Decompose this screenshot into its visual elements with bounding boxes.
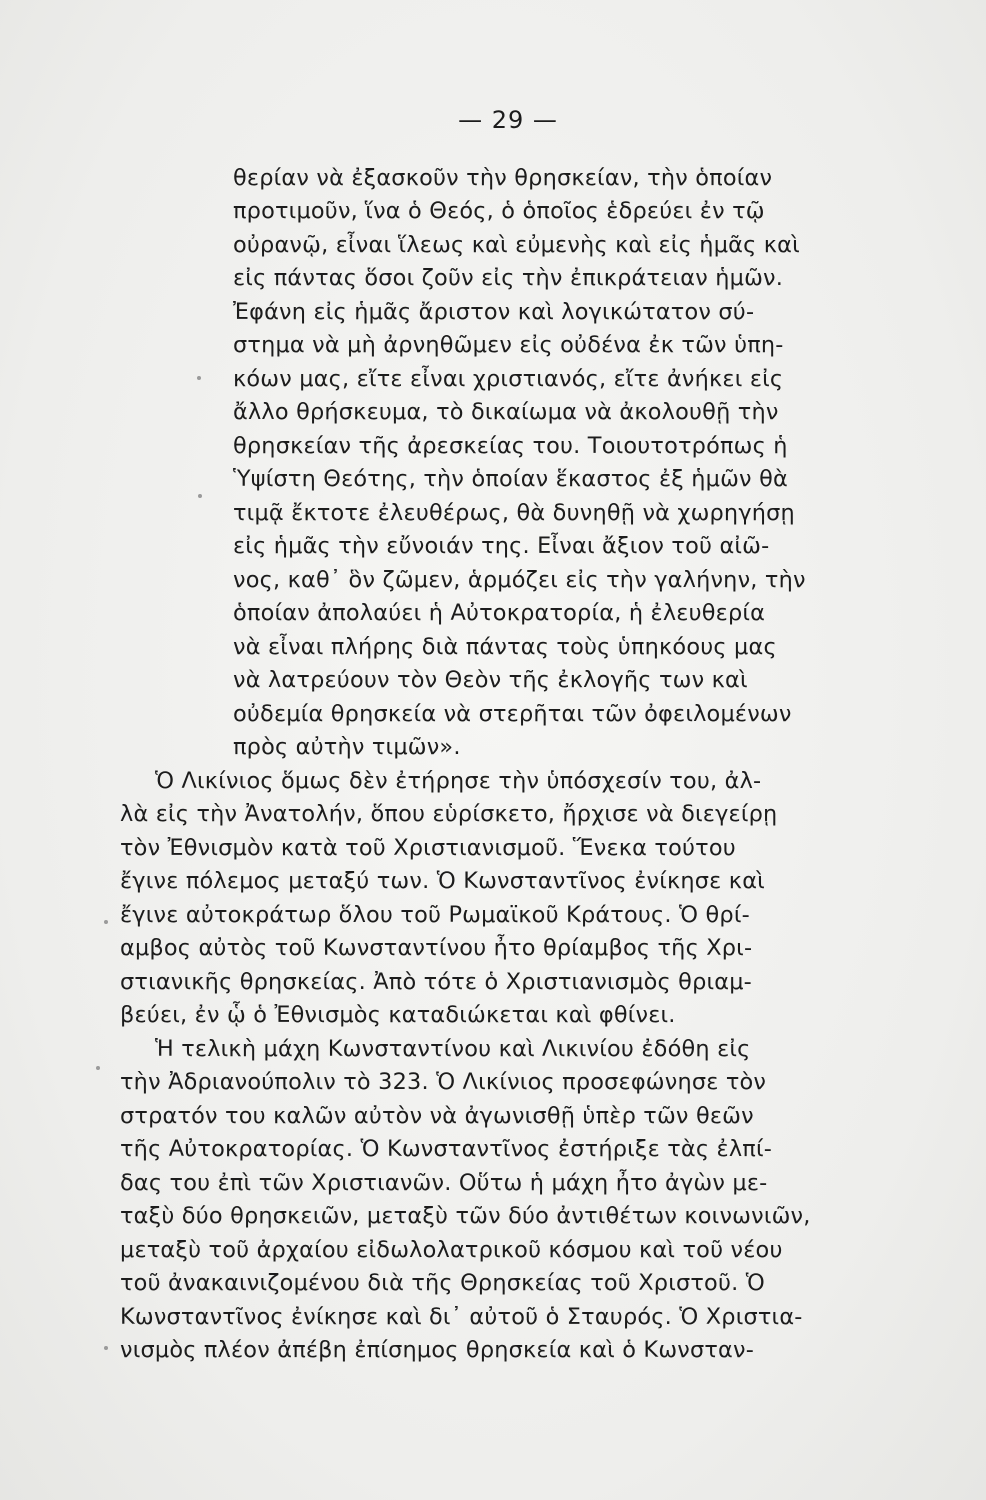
margin-mark [198,494,202,498]
text-line: εἰς πάντας ὅσοι ζοῦν εἰς τὴν ἐπικράτειαν ἡμῶν. [233,265,784,291]
text-line: ἔγινε αὐτοκράτωρ ὅλου τοῦ Ρωμαϊκοῦ Κράτους. Ὁ θρί- [120,902,750,928]
margin-mark [96,1066,100,1070]
text-line: ἔγινε πόλεμος μεταξύ των. Ὁ Κωνσταντῖνος ἐνίκησε καὶ [120,868,765,894]
text-line: λὰ εἰς τὴν Ἀνατολήν, ὅπου εὑρίσκετο, ἤρχισε νὰ διεγείρῃ [120,801,778,827]
text-line: προτιμοῦν, ἵνα ὁ Θεός, ὁ ὁποῖος ἑδρεύει ἐν τῷ [233,198,765,224]
text-line: βεύει, ἐν ᾧ ὁ Ἐθνισμὸς καταδιώκεται καὶ φθίνει. [120,1002,676,1028]
text-line: στημα νὰ μὴ ἀρνηθῶμεν εἰς οὐδένα ἐκ τῶν ὑπη- [233,332,784,358]
page-number: — 29 — [458,106,558,134]
text-line: τιμᾷ ἔκτοτε ἐλευθέρως, θὰ δυνηθῇ νὰ χωρηγήσῃ [233,500,795,526]
text-line: νος, καθ᾿ ὃν ζῶμεν, ἁρμόζει εἰς τὴν γαλήνην, τὴν [233,567,806,593]
text-line: τοῦ ἀνακαινιζομένου διὰ τῆς Θρησκείας τοῦ Χριστοῦ. Ὁ [120,1270,765,1296]
margin-mark [197,376,201,380]
text-line: Ἐφάνη εἰς ἡμᾶς ἄριστον καὶ λογικώτατον σύ- [233,299,755,325]
text-line: οὐδεμία θρησκεία νὰ στερῆται τῶν ὀφειλομένων [233,701,792,727]
text-line: τὴν Ἀδριανούπολιν τὸ 323. Ὁ Λικίνιος προσεφώνησε τὸν [120,1069,767,1095]
text-line: κόων μας, εἴτε εἶναι χριστιανός, εἴτε ἀνήκει εἰς [233,366,784,392]
text-line: τῆς Αὐτοκρατορίας. Ὁ Κωνσταντῖνος ἐστήριξε τὰς ἐλπί- [120,1136,773,1162]
text-line: θερίαν νὰ ἐξασκοῦν τὴν θρησκείαν, τὴν ὁποίαν [233,165,773,191]
margin-mark [104,1346,108,1350]
text-line: ταξὺ δύο θρησκειῶν, μεταξὺ τῶν δύο ἀντιθέτων κοινωνιῶν, [120,1203,811,1229]
text-line: νὰ εἶναι πλήρης διὰ πάντας τοὺς ὑπηκόους μας [233,634,777,660]
text-line: στρατόν του καλῶν αὐτὸν νὰ ἀγωνισθῇ ὑπὲρ τῶν θεῶν [120,1103,754,1129]
text-line: ὁποίαν ἀπολαύει ἡ Αὐτοκρατορία, ἡ ἐλευθερία [233,600,766,626]
text-line: δας του ἐπὶ τῶν Χριστιανῶν. Οὕτω ἡ μάχη ἦτο ἀγὼν με- [120,1170,768,1196]
text-line: Ὁ Λικίνιος ὅμως δὲν ἐτήρησε τὴν ὑπόσχεσίν του, ἀλ- [155,768,762,794]
text-line: οὐρανῷ, εἶναι ἵλεως καὶ εὐμενὴς καὶ εἰς ἡμᾶς καὶ [233,232,800,258]
text-line: μεταξὺ τοῦ ἀρχαίου εἰδωλολατρικοῦ κόσμου καὶ τοῦ νέου [120,1237,783,1263]
text-line: τὸν Ἐθνισμὸν κατὰ τοῦ Χριστιανισμοῦ. Ἕνεκα τούτου [120,835,736,861]
text-line: Ὑψίστη Θεότης, τὴν ὁποίαν ἕκαστος ἐξ ἡμῶν θὰ [233,466,788,492]
text-line: νὰ λατρεύουν τὸν Θεὸν τῆς ἐκλογῆς των καὶ [233,667,748,693]
margin-mark [104,920,108,924]
text-line: ἄλλο θρήσκευμα, τὸ δικαίωμα νὰ ἀκολουθῇ τὴν [233,399,779,425]
text-line: νισμὸς πλέον ἀπέβη ἐπίσημος θρησκεία καὶ ὁ Κωνσταν- [120,1337,754,1363]
text-line: αμβος αὐτὸς τοῦ Κωνσταντίνου ἦτο θρίαμβος τῆς Χρι- [120,935,753,961]
text-line: στιανικῆς θρησκείας. Ἀπὸ τότε ὁ Χριστιανισμὸς θριαμ- [120,969,752,995]
text-line: Ἡ τελικὴ μάχη Κωνσταντίνου καὶ Λικινίου ἐδόθη εἰς [155,1036,751,1062]
text-line: θρησκείαν τῆς ἀρεσκείας του. Τοιουτοτρόπως ἡ [233,433,788,459]
text-line: πρὸς αὐτὴν τιμῶν». [233,734,461,760]
text-line: Κωνσταντῖνος ἐνίκησε καὶ δι᾿ αὐτοῦ ὁ Σταυρός. Ὁ Χριστια- [120,1304,803,1330]
text-line: εἰς ἡμᾶς τὴν εὔνοιάν της. Εἶναι ἄξιον τοῦ αἰῶ- [233,533,770,559]
